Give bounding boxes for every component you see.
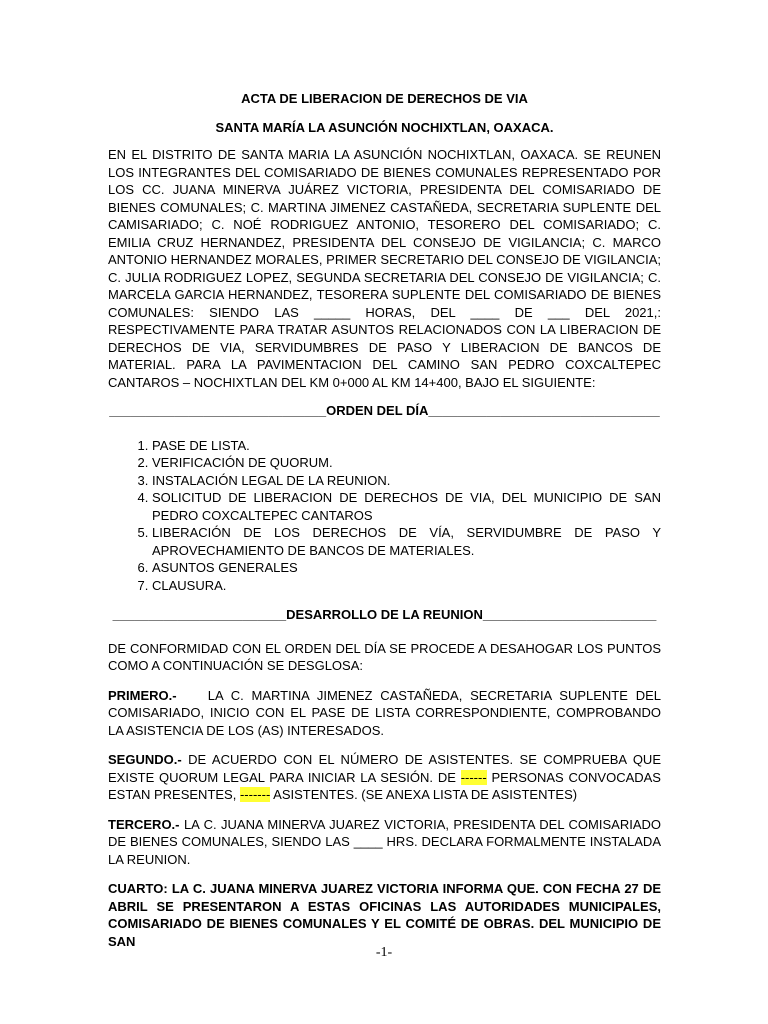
page-number: -1- (375, 945, 393, 960)
list-item: 4. SOLICITUD DE LIBERACION DE DERECHOS DE VIA, DEL MUNICIPIO DE SAN PEDRO COXCALTEPEC CANTAROS (152, 489, 661, 524)
list-item: 7. CLAUSURA. (152, 577, 661, 595)
primero-text: LA C. MARTINA JIMENEZ CASTAÑEDA, SECRETARIA SUPLENTE DEL COMISARIADO, INICIO CON EL PASE DE LISTA CORRESPONDIENTE, COMPROBANDO LA ASISTENCIA DE LOS (AS) INTERESADOS. (108, 687, 665, 738)
tercero-text: LA C. JUANA MINERVA JUAREZ VICTORIA, PRESIDENTA DEL COMISARIADO DE BIENES COMUNALES, SIENDO LAS ____ HRS. DECLARA FORMALMENTE INSTALADA LA REUNION. (108, 816, 661, 867)
desarrollo-heading: ________________________DESARROLLO DE LA REUNION________________________ (112, 607, 657, 622)
segundo-paragraph (108, 751, 661, 804)
segundo-text-c: ASISTENTES. (SE ANEXA LISTA DE ASISTENTES) (270, 787, 578, 802)
segundo-text-b: PERSONAS CONVOCADAS ESTAN PRESENTES, (108, 769, 661, 802)
list-item: 1. PASE DE LISTA. (152, 437, 661, 455)
intro-paragraph: EN EL DISTRITO DE SANTA MARIA LA ASUNCIÓN NOCHIXTLAN, OAXACA. SE REUNEN LOS INTEGRANTES DEL COMISARIADO DE BIENES COMUNALES REPRESENTADO POR LOS CC. JUANA MINERVA JUÁREZ VICTORIA, PRESIDENTA DEL COMISARIADO DE BIENES COMUNALES; C. MARTINA JIMENEZ CASTAÑEDA, SECRETARIA SUPLENTE DEL CAMISARIADO; C. NOÉ RODRIGUEZ ANTONIO, TESORERO DEL COMISARIADO; C. EMILIA CRUZ HERNANDEZ, PRESIDENTA DEL CONSEJO DE VIGILANCIA; C. MARCO ANTONIO HERNANDEZ MORALES, PRIMER SECRETARIO DEL CONSEJO DE VIGILANCIA; C. JULIA RODRIGUEZ LOPEZ, SEGUNDA SECRETARIA DEL CONSEJO DE VIGILANCIA; C. MARCELA GARCIA HERNANDEZ, TESORERA SUPLENTE DEL COMISARIADO DE BIENES COMUNALES: SIENDO LAS _____ HORAS, DEL ____ DE ___ DEL 2021,: RESPECTIVAMENTE PARA TRATAR ASUNTOS RELACIONADOS CON LA LIBERACION DE DERECHOS DE VIA, SERVIDUMBRES DE PASO Y LIBERACION DE BANCOS DE MATERIAL. PARA LA PAVIMENTACION DEL CAMINO SAN PEDRO COXCALTEPEC CANTAROS – NOCHIXTLAN DEL KM 0+000 AL KM 14+400, BAJO EL SIGUIENTE: (108, 147, 661, 390)
cuarto-paragraph: CUARTO: LA C. JUANA MINERVA JUAREZ VICTORIA INFORMA QUE. CON FECHA 27 DE ABRIL SE PRESENTARON A ESTAS OFICINAS LAS AUTORIDADES MUNICIPALES, COMISARIADO DE BIENES COMUNALES Y EL COMITÉ DE OBRAS. DEL MUNICIPIO DE SAN (108, 881, 661, 949)
document-title: ACTA DE LIBERACION DE DERECHOS DE VIA (241, 91, 528, 106)
segundo-label: SEGUNDO.- (108, 752, 182, 767)
document-subtitle: SANTA MARÍA LA ASUNCIÓN NOCHIXTLAN, OAXACA. (215, 119, 554, 135)
list-item: 2. VERIFICACIÓN DE QUORUM. (152, 454, 661, 472)
conformidad-paragraph: DE CONFORMIDAD CON EL ORDEN DEL DÍA SE PROCEDE A DESAHOGAR LOS PUNTOS COMO A CONTINUACIÓN SE DESGLOSA: (108, 640, 661, 673)
primero-label: PRIMERO.- (108, 687, 177, 703)
segundo-text-a: DE ACUERDO CON EL NÚMERO DE ASISTENTES. SE COMPRUEBA QUE EXISTE QUORUM LEGAL PARA INICIAR LA SESIÓN. DE (108, 752, 661, 785)
tercero-label: TERCERO.- (108, 816, 180, 832)
document-page (108, 84, 665, 950)
segundo-blank-1: ------ (460, 769, 487, 785)
primero-paragraph (108, 687, 665, 740)
agenda-list (108, 437, 661, 595)
list-item: 6. ASUNTOS GENERALES (152, 559, 661, 577)
tercero-paragraph (108, 816, 661, 869)
segundo-blank-2: ------- (239, 787, 271, 802)
orden-del-dia-heading: ______________________________ORDEN DEL DÍA________________________________ (109, 403, 660, 418)
list-item: 3. INSTALACIÓN LEGAL DE LA REUNION. (152, 472, 661, 490)
list-item: 5. LIBERACIÓN DE LOS DERECHOS DE VÍA, SERVIDUMBRE DE PASO Y APROVECHAMIENTO DE BANCOS DE MATERIALES. (152, 524, 661, 559)
